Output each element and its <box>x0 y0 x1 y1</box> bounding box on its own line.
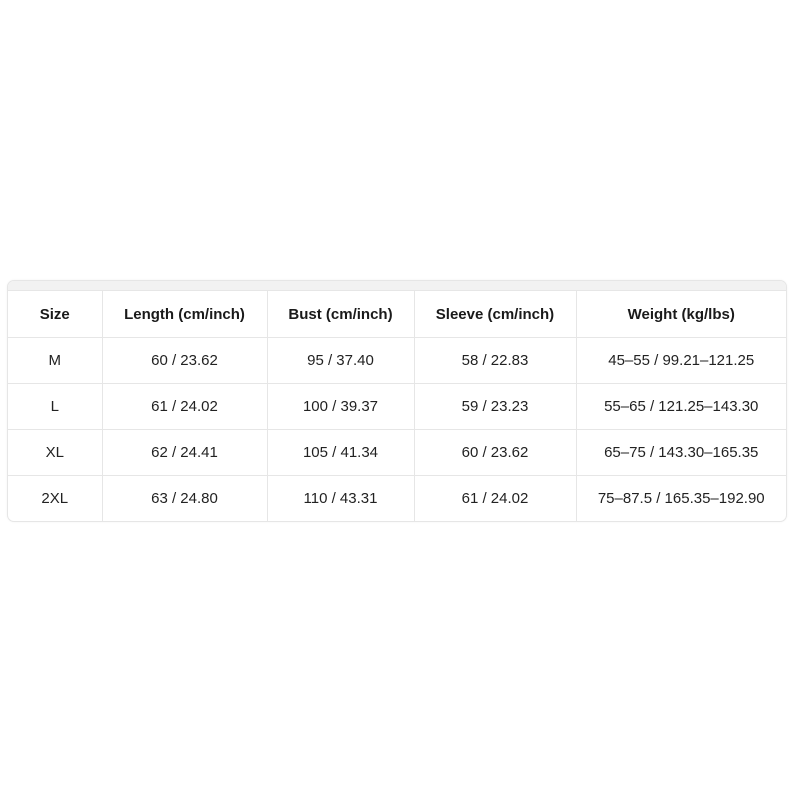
table-row <box>8 338 786 384</box>
header-bust: Bust (cm/inch) <box>267 291 414 338</box>
cell-sleeve: 59 / 23.23 <box>414 384 576 430</box>
table-row <box>8 476 786 522</box>
cell-weight: 75–87.5 / 165.35–192.90 <box>597 490 765 507</box>
cell-length: 61 / 24.02 <box>102 384 267 430</box>
size-chart-table <box>7 280 787 522</box>
cell-weight: 45–55 / 99.21–121.25 <box>576 338 786 384</box>
header-size: Size <box>8 291 102 338</box>
cell-size: 2XL <box>8 476 102 522</box>
cell-size: XL <box>8 430 102 476</box>
cell-length: 62 / 24.41 <box>102 430 267 476</box>
header-length: Length (cm/inch) <box>102 291 267 338</box>
cell-bust: 110 / 43.31 <box>267 476 414 522</box>
cell-weight: 55–65 / 121.25–143.30 <box>576 384 786 430</box>
cell-length: 63 / 24.80 <box>102 476 267 522</box>
table-top-strip <box>8 281 786 291</box>
table-header-row <box>8 291 786 338</box>
cell-sleeve: 61 / 24.02 <box>414 476 576 522</box>
table-row <box>8 430 786 476</box>
cell-bust: 95 / 37.40 <box>267 338 414 384</box>
header-weight: Weight (kg/lbs) <box>576 291 786 338</box>
table-row <box>8 384 786 430</box>
size-table <box>8 291 786 521</box>
header-sleeve: Sleeve (cm/inch) <box>414 291 576 338</box>
cell-sleeve: 60 / 23.62 <box>414 430 576 476</box>
cell-size: M <box>8 338 102 384</box>
cell-weight: 65–75 / 143.30–165.35 <box>576 430 786 476</box>
cell-sleeve: 58 / 22.83 <box>414 338 576 384</box>
cell-bust: 105 / 41.34 <box>267 430 414 476</box>
cell-length: 60 / 23.62 <box>102 338 267 384</box>
cell-bust: 100 / 39.37 <box>267 384 414 430</box>
cell-size: L <box>8 384 102 430</box>
